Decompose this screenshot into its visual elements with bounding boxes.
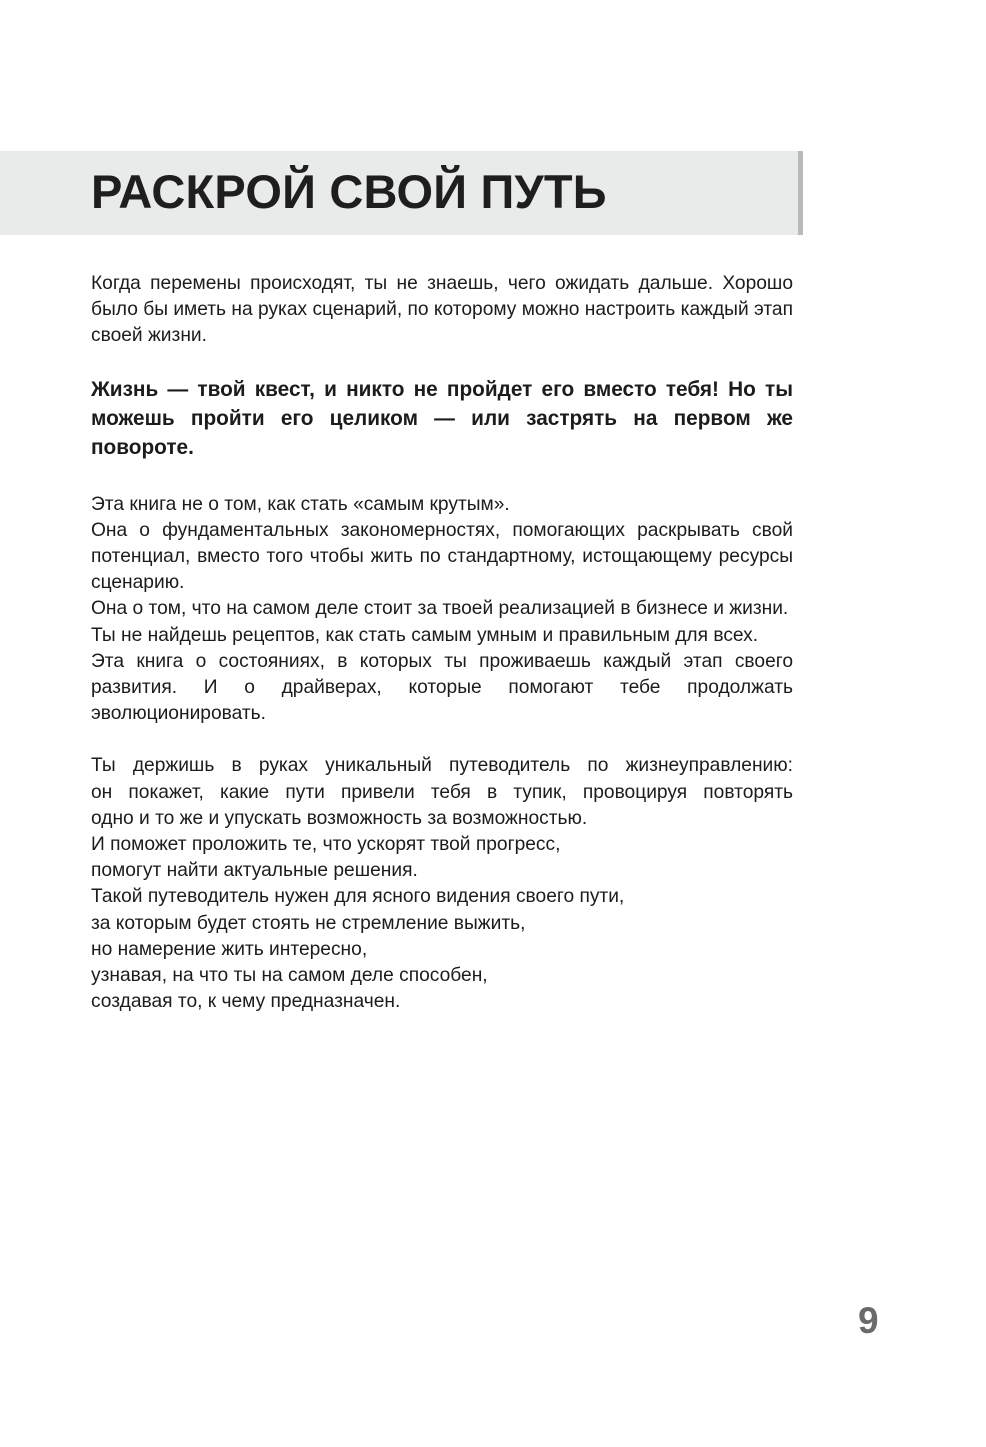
text-line: создавая то, к чему предназначен. — [91, 991, 401, 1013]
paragraph: Ты не найдешь рецептов, как стать самым умным и правильным для всех. — [91, 624, 759, 646]
paragraph: Эта книга не о том, как стать «самым крутым». — [91, 493, 510, 515]
intro-paragraph: Когда перемены происходят, ты не знаешь, чего ожидать дальше. Хорошо было бы иметь на руках сценарий, по которому можно настроить каждый этап своей жизни. — [91, 273, 793, 347]
text-line: одно и то же и упускать возможность за возможностью. — [91, 807, 588, 829]
paragraph: Она о том, что на самом деле стоит за твоей реализацией в бизнесе и жизни. — [91, 598, 789, 620]
page-number: 9 — [858, 1300, 879, 1341]
paragraph: Она о фундаментальных закономерностях, помогающих раскрывать свой потенциал, вместо того чтобы жить по стандартному, истощающему ресурсы сценарию. — [91, 519, 793, 594]
text-line: Такой путеводитель нужен для ясного видения своего пути, — [91, 886, 625, 908]
paragraph-gap — [91, 727, 793, 753]
text-line: но намерение жить интересно, — [91, 938, 368, 960]
page-title: РАСКРОЙ СВОЙ ПУТЬ — [91, 165, 607, 218]
body-text — [91, 271, 793, 1015]
text-line: Ты держишь в руках уникальный путеводитель по жизнеуправлению: — [91, 755, 793, 777]
text-line: он покажет, какие пути привели тебя в тупик, провоцируя повторять — [91, 781, 793, 803]
text-line: помогут найти актуальные решения. — [91, 860, 418, 882]
text-line: И поможет проложить те, что ускорят твой прогресс, — [91, 834, 561, 856]
paragraph: Эта книга о состояниях, в которых ты проживаешь каждый этап своего развития. И о драйверах, которые помогают тебе продолжать эволюционировать. — [91, 650, 793, 725]
bold-statement: Жизнь — твой квест, и никто не пройдет его вместо тебя! Но ты можешь пройти его целиком — или застрять на первом же повороте. — [91, 377, 793, 459]
text-line: за которым будет стоять не стремление выжить, — [91, 912, 526, 934]
text-line: узнавая, на что ты на самом деле способен, — [91, 965, 488, 987]
